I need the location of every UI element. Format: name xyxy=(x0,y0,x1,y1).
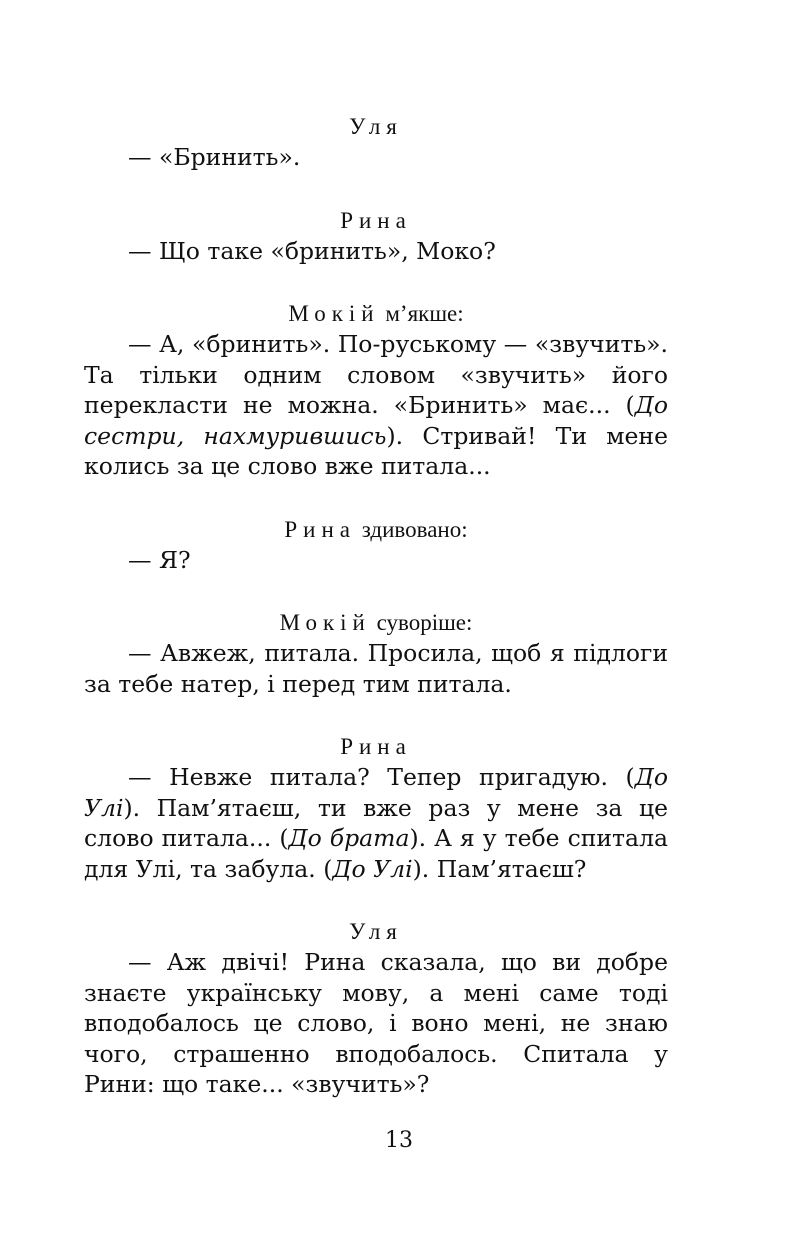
speech-text: — Невже питала? Тепер пригадую. ( xyxy=(128,763,635,791)
speaker-name: Мокій xyxy=(279,610,371,635)
speaker-name: Рина xyxy=(340,734,412,759)
play-text xyxy=(84,112,668,1100)
stage-direction: м’якше: xyxy=(385,301,464,326)
stage-direction-inline: До Улі xyxy=(84,763,668,822)
speech-text: ). А я у тебе спитала для Улі, та забула. ( xyxy=(84,824,669,883)
speech-text: ). Пам’ятаєш, ти вже раз у мене за це слово питала... ( xyxy=(84,793,668,852)
speaker-line xyxy=(84,732,668,762)
speaker-name: Мокій xyxy=(288,301,380,326)
speaker-line xyxy=(84,299,668,329)
speaker-name: Уля xyxy=(349,114,403,139)
speaker-name: Рина xyxy=(284,516,356,542)
speaker-name: Рина xyxy=(340,207,412,233)
speaker-line xyxy=(84,515,668,545)
stage-direction-inline: До брата xyxy=(288,824,410,852)
speech-text: — «Бринить». xyxy=(128,143,301,171)
stage-direction: суворіше: xyxy=(376,610,473,635)
page-number: 13 xyxy=(385,1128,413,1153)
speaker-line xyxy=(84,112,668,142)
speech xyxy=(84,762,668,884)
speech-text: — Я? xyxy=(128,545,191,574)
stage-direction: здивовано: xyxy=(361,516,468,542)
speech xyxy=(84,545,668,576)
stage-direction-inline: До сестри, нахмурившись xyxy=(84,391,668,450)
speech xyxy=(84,947,668,1100)
speech-text: — Авжеж, питала. Просила, щоб я підлоги за тебе натер, і перед тим питала. xyxy=(84,639,668,698)
speech xyxy=(84,329,668,482)
speaker-line xyxy=(84,917,668,947)
speech-text: ). Пам’ятаєш? xyxy=(412,854,587,883)
speaker-line xyxy=(84,608,668,638)
speech xyxy=(84,236,668,267)
speech-text: — А, «бринить». По-руському — «звучить». Та тільки одним словом «звучить» його перекласти не можна. «Бринить» має... ( xyxy=(84,330,668,419)
speech-text: — Що таке «бринить», Моко? xyxy=(128,236,496,265)
speech xyxy=(84,142,668,173)
speech-text: — Аж двічі! Рина сказала, що ви добре знаєте українську мову, а мені саме тоді вподобалось це слово, і воно мені, не знаю чого, страшенно вподобалось. Спитала у Рини: що таке... «звучить»? xyxy=(84,948,668,1098)
speaker-line xyxy=(84,206,668,236)
speech xyxy=(84,638,668,699)
speech-text: ). Стривай! Ти мене колись за це слово вже питала... xyxy=(84,421,668,480)
stage-direction-inline: До Улі xyxy=(332,854,413,883)
speaker-name: Уля xyxy=(349,919,403,944)
